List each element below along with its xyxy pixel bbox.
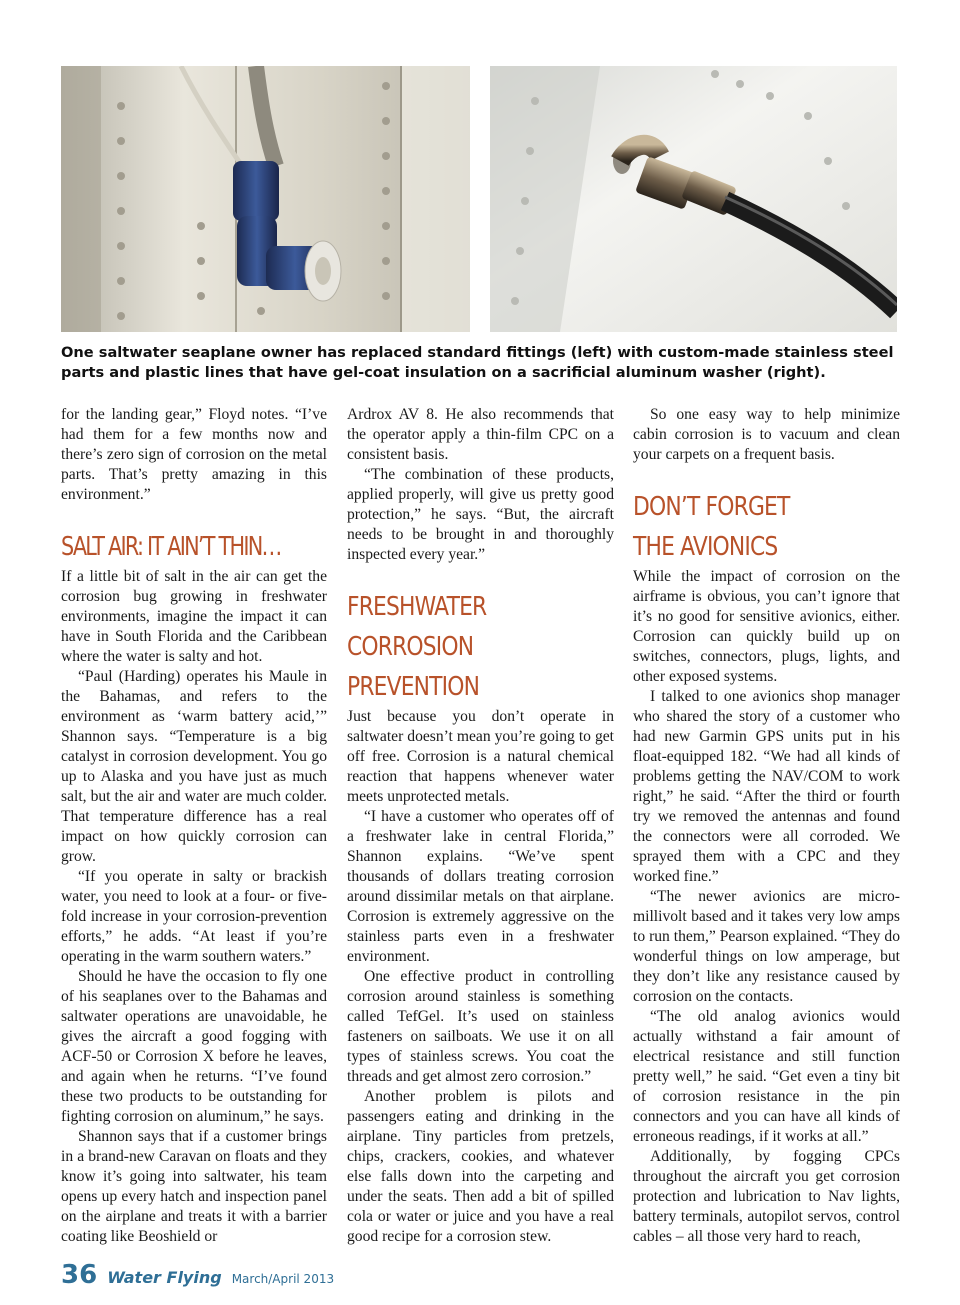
paragraph: for the landing gear,” Floyd notes. “I’ve had them for a few months now and there’s zero sign of corrosion on the metal parts. That’s pretty amazing in this environment.” xyxy=(61,406,327,503)
paragraph: Another problem is pilots and passengers eating and drinking in the airplane. Tiny particles from pretzels, chips, crackers, cookies, and whatever else falls down into the carpeting and under the seats. Then add a bit of spilled cola or water or juice and you have a real good recipe for a corrosion stew. xyxy=(347,1088,614,1245)
paragraph: Ardrox AV 8. He also recommends that the operator apply a thin-film CPC on a consistent basis. xyxy=(347,406,614,463)
column-1 xyxy=(61,405,327,1247)
paragraph: Additionally, by fogging CPCs throughout the aircraft you get corrosion protection and lubrication to Nav lights, battery terminals, autopilot servos, control cables – all those very hard to reach, xyxy=(633,1148,900,1245)
magazine-name: Water Flying xyxy=(107,1268,222,1287)
section-heading-salt-air: SALT AIR: IT AIN’T THIN… xyxy=(61,532,281,562)
issue-date: March/April 2013 xyxy=(231,1272,335,1286)
paragraph: So one easy way to help minimize cabin corrosion is to vacuum and clean your carpets on a frequent basis. xyxy=(633,406,900,463)
section-heading-avionics-line2: THE AVIONICS xyxy=(633,532,778,562)
paragraph: “I have a customer who operates off of a freshwater lake in central Florida,” Shannon explains. “We’ve spent thousands of dollars treating corrosion around dissimilar metals on that airplane. Corrosion is extremely aggressive on the stainless parts even in a freshwater environment. xyxy=(347,808,614,965)
paragraph: “Paul (Harding) operates his Maule in the Bahamas, and refers to the environment as ‘warm battery acid,’” Shannon says. “Temperature is a big catalyst in corrosion development. You go up to Alaska and you have just as much salt, but the air and water are much colder. That temperature difference has a real impact on how quickly corrosion can grow. xyxy=(61,668,327,865)
fitting-left-photo xyxy=(61,66,470,332)
paragraph: “The old analog avionics would actually withstand a fair amount of electrical resistance and still function pretty well,” he said. “Get even a tiny bit of corrosion resistance in the pin connectors and you can have all kinds of erroneous readings, if it works at all.” xyxy=(633,1008,900,1145)
section-heading-freshwater-line3: PREVENTION xyxy=(347,672,480,702)
section-heading-avionics-line1: DON’T FORGET xyxy=(633,492,790,522)
section-heading-freshwater-line2: CORROSION xyxy=(347,632,474,662)
paragraph: If a little bit of salt in the air can get the corrosion bug growing in freshwater environments, imagine the impact it can have in South Florida and the Caribbean where the water is salty and hot. xyxy=(61,568,327,665)
paragraph: One effective product in controlling corrosion around stainless is something called TefGel. It’s used on stainless fasteners on sailboats. We use it on all types of stainless screws. You coat the threads and get almost zero corrosion.” xyxy=(347,968,614,1085)
paragraph: Should he have the occasion to fly one of his seaplanes over to the Bahamas and saltwater operations are unavoidable, he gives the aircraft a good fogging with ACF-50 or Corrosion X before he leaves, and again when he returns. “I’ve found these two products to be outstanding for fighting corrosion on aluminum,” he says. xyxy=(61,968,327,1125)
paragraph: I talked to one avionics shop manager who shared the story of a customer who had new Garmin GPS units put in his float-equipped 182. “We had all kinds of problems getting the NAV/COM to work right,” he said. “After the third or fourth try we removed the antennas and found the connectors were all corroded. We sprayed them with a CPC and they worked fine.” xyxy=(633,688,900,885)
photo-caption: One saltwater seaplane owner has replaced standard fittings (left) with custom-made stainless steel parts and plastic lines that have gel-coat insulation on a sacrificial aluminum washer (right). xyxy=(61,344,894,381)
fitting-right-photo xyxy=(490,66,897,332)
section-heading-freshwater-line1: FRESHWATER xyxy=(347,592,487,622)
paragraph: While the impact of corrosion on the airframe is obvious, you can’t ignore that it’s no good for sensitive avionics, either. Corrosion can quickly build up on switches, connectors, plugs, lights, and other exposed systems. xyxy=(633,568,900,685)
paragraph: Just because you don’t operate in saltwater doesn’t mean you’re going to get off free. Corrosion is a natural chemical reaction that happens whenever water meets unprotected metals. xyxy=(347,708,614,805)
paragraph: “The combination of these products, applied properly, will give us pretty good protection,” he says. “But, the aircraft needs to be brought in and thoroughly inspected every year.” xyxy=(347,466,614,563)
paragraph: Shannon says that if a customer brings in a brand-new Caravan on floats and they know it’s going into saltwater, his team opens up every hatch and inspection panel on the airplane and treats it with a barrier coating like Beoshield or xyxy=(61,1128,327,1245)
paragraph: “The newer avionics are micro-millivolt based and it takes very low amps to run them,” Pearson explained. “They do wonderful things on low amperage, but they don’t like any resistance caused by corrosion on the contacts. xyxy=(633,888,900,1005)
paragraph: “If you operate in salty or brackish water, you need to look at a four- or five-fold increase in your corrosion-prevention efforts,” he adds. “At least if you’re operating in the warm southern waters.” xyxy=(61,868,327,965)
column-3 xyxy=(633,405,900,1247)
page-footer xyxy=(61,1260,334,1290)
page-number: 36 xyxy=(61,1260,98,1290)
column-2 xyxy=(347,405,614,1247)
